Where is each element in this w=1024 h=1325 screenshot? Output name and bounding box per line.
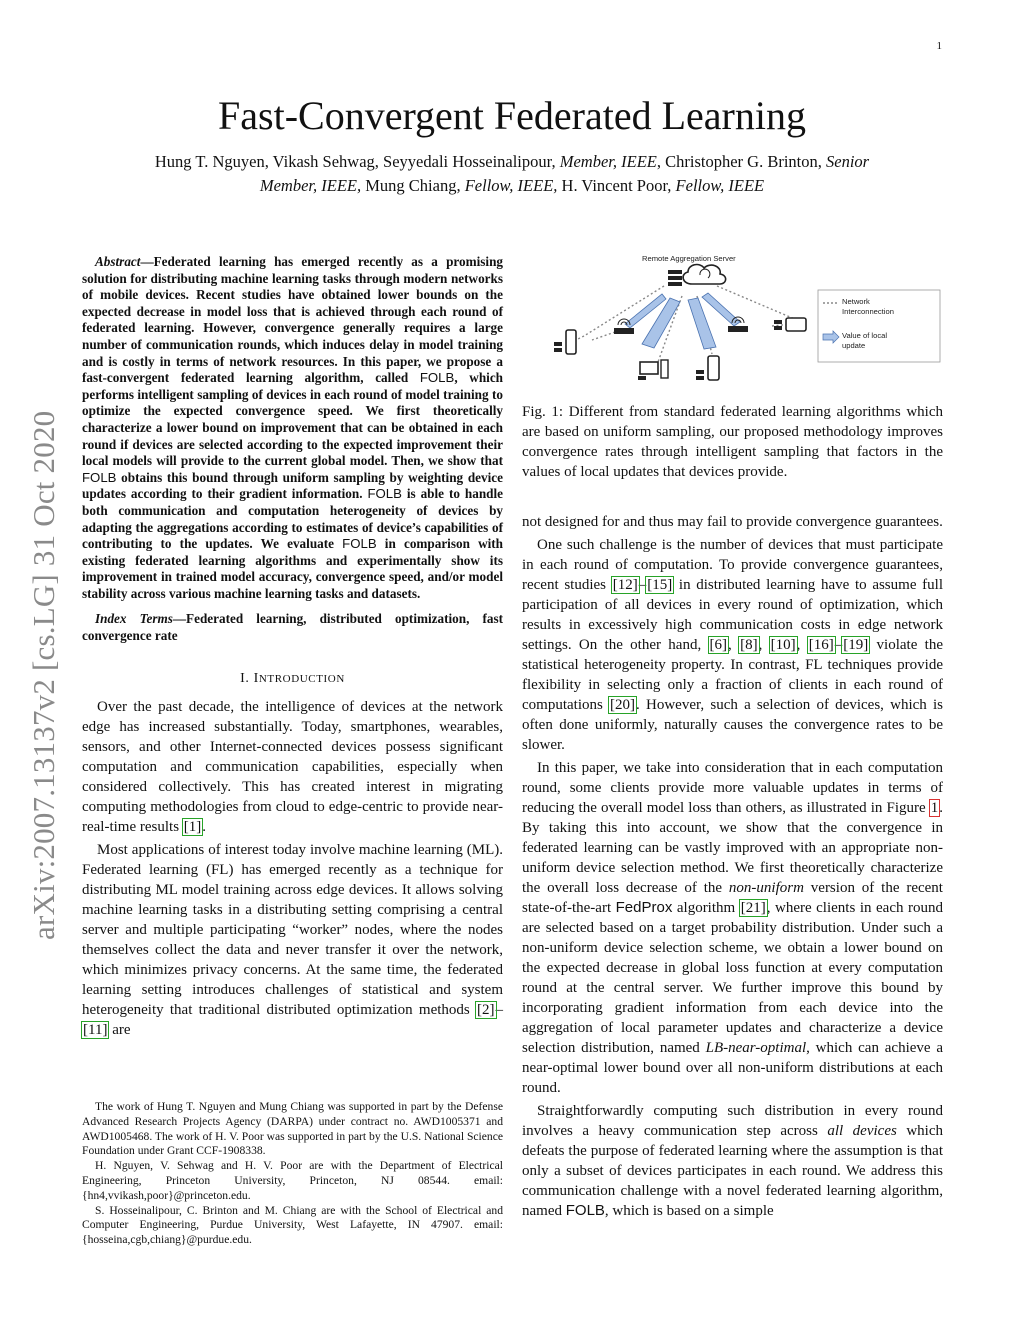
- legend-value-label: Value of local: [842, 331, 888, 340]
- citation-link[interactable]: [2]: [477, 1001, 495, 1018]
- right-column-text: [522, 512, 943, 1221]
- server-label: Remote Aggregation Server: [642, 254, 736, 263]
- figure-caption: Fig. 1: Different from standard federated learning algorithms which are based on uniform sampling, our proposed methodology improves convergence rates through intelligent sampling that factors in the values of local updates that devices provide.: [522, 404, 943, 480]
- abstract-text: —Federated learning has emerged recently as a promising solution for distributing machine learning tasks through modern networks of mobile devices. Recent studies have obtained lower bounds on the expected decrease in model loss that is achieved through each round of federated learning. However, convergence generally requires a large number of communication rounds, which induces delay in model training and is costly in terms of network resources. In this paper, we propose a fast-convergent federated learning algorithm, called: [82, 254, 503, 386]
- author-role: Fellow, IEEE: [675, 176, 765, 195]
- paper-title: Fast-Convergent Federated Learning: [218, 93, 806, 138]
- text-run: which defeats the purpose of federated learning where the assumption is that only a subset of devices participates in each round. We address this communication challenge with a novel federated learning algorithm, named: [522, 1123, 943, 1219]
- paragraph: not designed for and thus may fail to provide convergence guarantees.: [522, 514, 943, 530]
- paragraph: [82, 697, 503, 837]
- text-run: –: [638, 577, 647, 593]
- text-run: Most applications of interest today involve machine learning (ML). Federated learning (FL) has emerged recently as a technique for distributing ML model training across edge devices. It allows solving machine learning tasks in a distributing setting comprising a central server and multiple participating “worker” nodes, where the nodes themselves collect the data and never transfer it over the network, which minimizes privacy concerns. At the same time, the federated learning setting introduces challenges of statistical and system heterogeneity that traditional distributed optimization methods: [82, 841, 503, 1018]
- text-run: Over the past decade, the intelligence of devices at the network edge has increased substantially. Today, smartphones, wearables, sensors, and other Internet-connected devices possess significant computation and communication capabilities, especially when considered collectively. This has created interest in migrating computing methodologies from cloud to edge-centric to provide near-real-time results: [82, 698, 503, 835]
- author-names: Mung Chiang,: [361, 176, 465, 195]
- section-heading-introduction: [82, 671, 503, 687]
- author-role: Senior: [826, 152, 870, 171]
- algorithm-name: FOLB: [82, 469, 117, 485]
- author-line-1: [95, 150, 929, 174]
- author-line-2: [95, 174, 929, 198]
- citation-link[interactable]: [16]: [808, 637, 834, 653]
- author-role: Member, IEEE: [559, 152, 657, 171]
- index-terms-text: —Federated learning, distributed optimization, fast convergence rate: [82, 611, 503, 644]
- citation-link[interactable]: [8]: [740, 637, 758, 653]
- footnote-funding: The work of Hung T. Nguyen and Mung Chiang was supported in part by the Defense Advanced Research Projects Agency (DARPA) under contract no. AWD1005371 and AWD1005468. The work of H. V. Poor was supported in part by the U.S. National Science Foundation under Grant CCF-1908338.: [82, 1100, 503, 1158]
- cloud-server-icon: [668, 265, 726, 286]
- paragraph: [82, 840, 503, 1040]
- author-list: [95, 150, 929, 198]
- algorithm-name: FOLB: [565, 1202, 605, 1219]
- abstract-text: in comparison with existing federated learning algorithms and experimentally show its improvement in trained model accuracy, convergence speed, and/or model stability across various machine learning tasks and datasets.: [82, 536, 503, 601]
- text-run: . However, such a selection of devices, which is often done uniformly, naturally causes the convergence rates to be slower.: [522, 697, 943, 753]
- desktop-computer-icon: [638, 360, 668, 380]
- abstract-text: obtains this bound through uniform sampling by weighting device updates according to their gradient information.: [82, 469, 503, 502]
- abstract-lead: Abstract: [95, 254, 141, 269]
- section-numeral: I.: [240, 670, 254, 686]
- arrow-thin: [702, 293, 740, 326]
- text-run: .: [202, 818, 207, 835]
- legend-value-label: update: [842, 341, 866, 350]
- algorithm-name: FOLB: [367, 486, 402, 502]
- legend-network-label: Network: [842, 297, 870, 306]
- index-terms: [82, 611, 503, 644]
- text-run: version of the recent state-of-the-art: [522, 880, 943, 916]
- text-run: , where clients in each round are selected based on a target probability distribution. Under such a non-uniform device selection scheme, we obtain a lower bound on the expected decrease in global loss function at every computation round at the central server. We further improve this bound by incorporating gradient information from each device into the aggregation of local parameter updates and characterize a device selection distribution, named: [522, 900, 944, 1056]
- author-names: H. Vincent Poor,: [557, 176, 676, 195]
- legend: [818, 290, 940, 362]
- citation-link[interactable]: [21]: [740, 900, 766, 916]
- text-run: , which can achieve a near-optimal lower bound over all non-uniform distributions at each round.: [522, 1040, 943, 1096]
- text-run: ,: [796, 637, 808, 653]
- tablet-icon: [774, 318, 806, 331]
- text-run: –: [834, 637, 843, 653]
- text-run: in distributed learning have to assume full participation of all devices in every round of optimization, which results in excessively high communication costs in edge network settings. On the other hand,: [522, 577, 943, 653]
- algorithm-name: FOLB: [419, 370, 455, 386]
- text-run: algorithm: [672, 900, 740, 916]
- text-run: One such challenge is the number of devices that must participate in each round of computation. To provide convergence guarantees, recent studies: [522, 537, 943, 593]
- citation-link[interactable]: [11]: [83, 1021, 108, 1038]
- arxiv-identifier[interactable]: arXiv:2007.13137v2 [cs.LG] 31 Oct 2020: [26, 410, 61, 940]
- network-lines: [572, 286, 797, 362]
- figure-1: [522, 254, 943, 396]
- algorithm-name: FedProx: [615, 899, 673, 916]
- text-run: –: [495, 1001, 503, 1018]
- section-initial: I: [253, 670, 259, 686]
- right-column: [522, 254, 943, 1221]
- text-run: are: [108, 1021, 131, 1038]
- legend-network-label: Interconnection: [842, 307, 894, 316]
- smartphone-icon: [696, 356, 719, 380]
- text-run: violate the statistical heterogeneity property. In contrast, FL techniques provide flexibility in selecting only a fraction of clients in each round of computations: [522, 637, 943, 713]
- citation-link[interactable]: [15]: [647, 577, 673, 593]
- value-arrows: [625, 293, 740, 349]
- citation-link[interactable]: [19]: [843, 637, 869, 653]
- paragraph: [522, 1101, 943, 1221]
- federated-learning-diagram: [522, 254, 943, 396]
- text-run: . By taking this into account, we show that the convergence in federated learning can be vastly improved with an appropriate non-uniform device selection method. We first theoretically characterize the overall loss decrease of the: [522, 800, 943, 896]
- algorithm-name: FOLB: [342, 536, 377, 552]
- footnote-affiliation-princeton: H. Nguyen, V. Sehwag and H. V. Poor are with the Department of Electrical Engineering, Princeton University, Princeton, NJ 08544. email: {hn4,vvikash,poor}@princeton.edu.: [82, 1159, 503, 1202]
- emphasis: LB-near-optimal: [705, 1040, 807, 1056]
- abstract: [82, 254, 503, 645]
- author-names: Hung T. Nguyen, Vikash Sehwag, Seyyedali Hosseinalipour,: [154, 152, 560, 171]
- smartphone-icon: [554, 330, 576, 354]
- paragraph: [522, 758, 943, 1098]
- emphasis: non-uniform: [728, 880, 804, 896]
- citation-link[interactable]: [6]: [709, 637, 728, 653]
- footnote-affiliation-purdue: S. Hosseinalipour, C. Brinton and M. Chiang are with the School of Electrical and Computer Engineering, Purdue University, West Lafayette, IN 47907. email: {hosseina,cgb,chiang}@purdue.edu.: [82, 1203, 503, 1247]
- author-role: Member, IEEE,: [259, 176, 362, 195]
- text-run: Straightforwardly computing such distribution in every round involves a heavy communication step across: [522, 1103, 943, 1139]
- text-run: ,: [728, 637, 740, 653]
- section-title-rest: NTRODUCTION: [258, 672, 345, 685]
- text-run: ,: [758, 637, 770, 653]
- citation-link[interactable]: [12]: [612, 577, 638, 593]
- abstract-text: is able to handle both communication and computation heterogeneity of devices by adapting the aggregations according to estimates of device’s capabilities of contributing to the updates. We evaluate: [82, 486, 504, 552]
- paragraph: [522, 535, 943, 755]
- text-run: In this paper, we take into consideration that in each computation round, some clients provide more valuable updates in terms of reducing the overall model loss than others, as illustrated in Figure: [522, 760, 943, 816]
- page-number: 1: [936, 40, 942, 52]
- citation-link[interactable]: [10]: [770, 637, 796, 653]
- figure-reference-link[interactable]: 1: [930, 800, 939, 816]
- citation-link[interactable]: [1]: [183, 818, 202, 835]
- abstract-text: , which performs intelligent sampling of devices in each round of model training to optimize the expected convergence speed. We first theoretically characterize a lower bound on improvement that can be obtained in each round if devices are selected according to the expected improvement their local models will provide to the current global model. Then, we show that: [82, 370, 504, 469]
- introduction-text: [82, 697, 503, 1040]
- author-names: , Christopher G. Brinton,: [656, 152, 826, 171]
- emphasis: all devices: [827, 1123, 897, 1139]
- index-terms-lead: Index Terms: [95, 611, 173, 627]
- footnotes: [82, 1100, 503, 1248]
- left-column: [82, 254, 503, 1040]
- citation-link[interactable]: [20]: [610, 697, 636, 713]
- text-run: , which is based on a simple: [604, 1203, 774, 1219]
- author-role: Fellow, IEEE,: [464, 176, 558, 195]
